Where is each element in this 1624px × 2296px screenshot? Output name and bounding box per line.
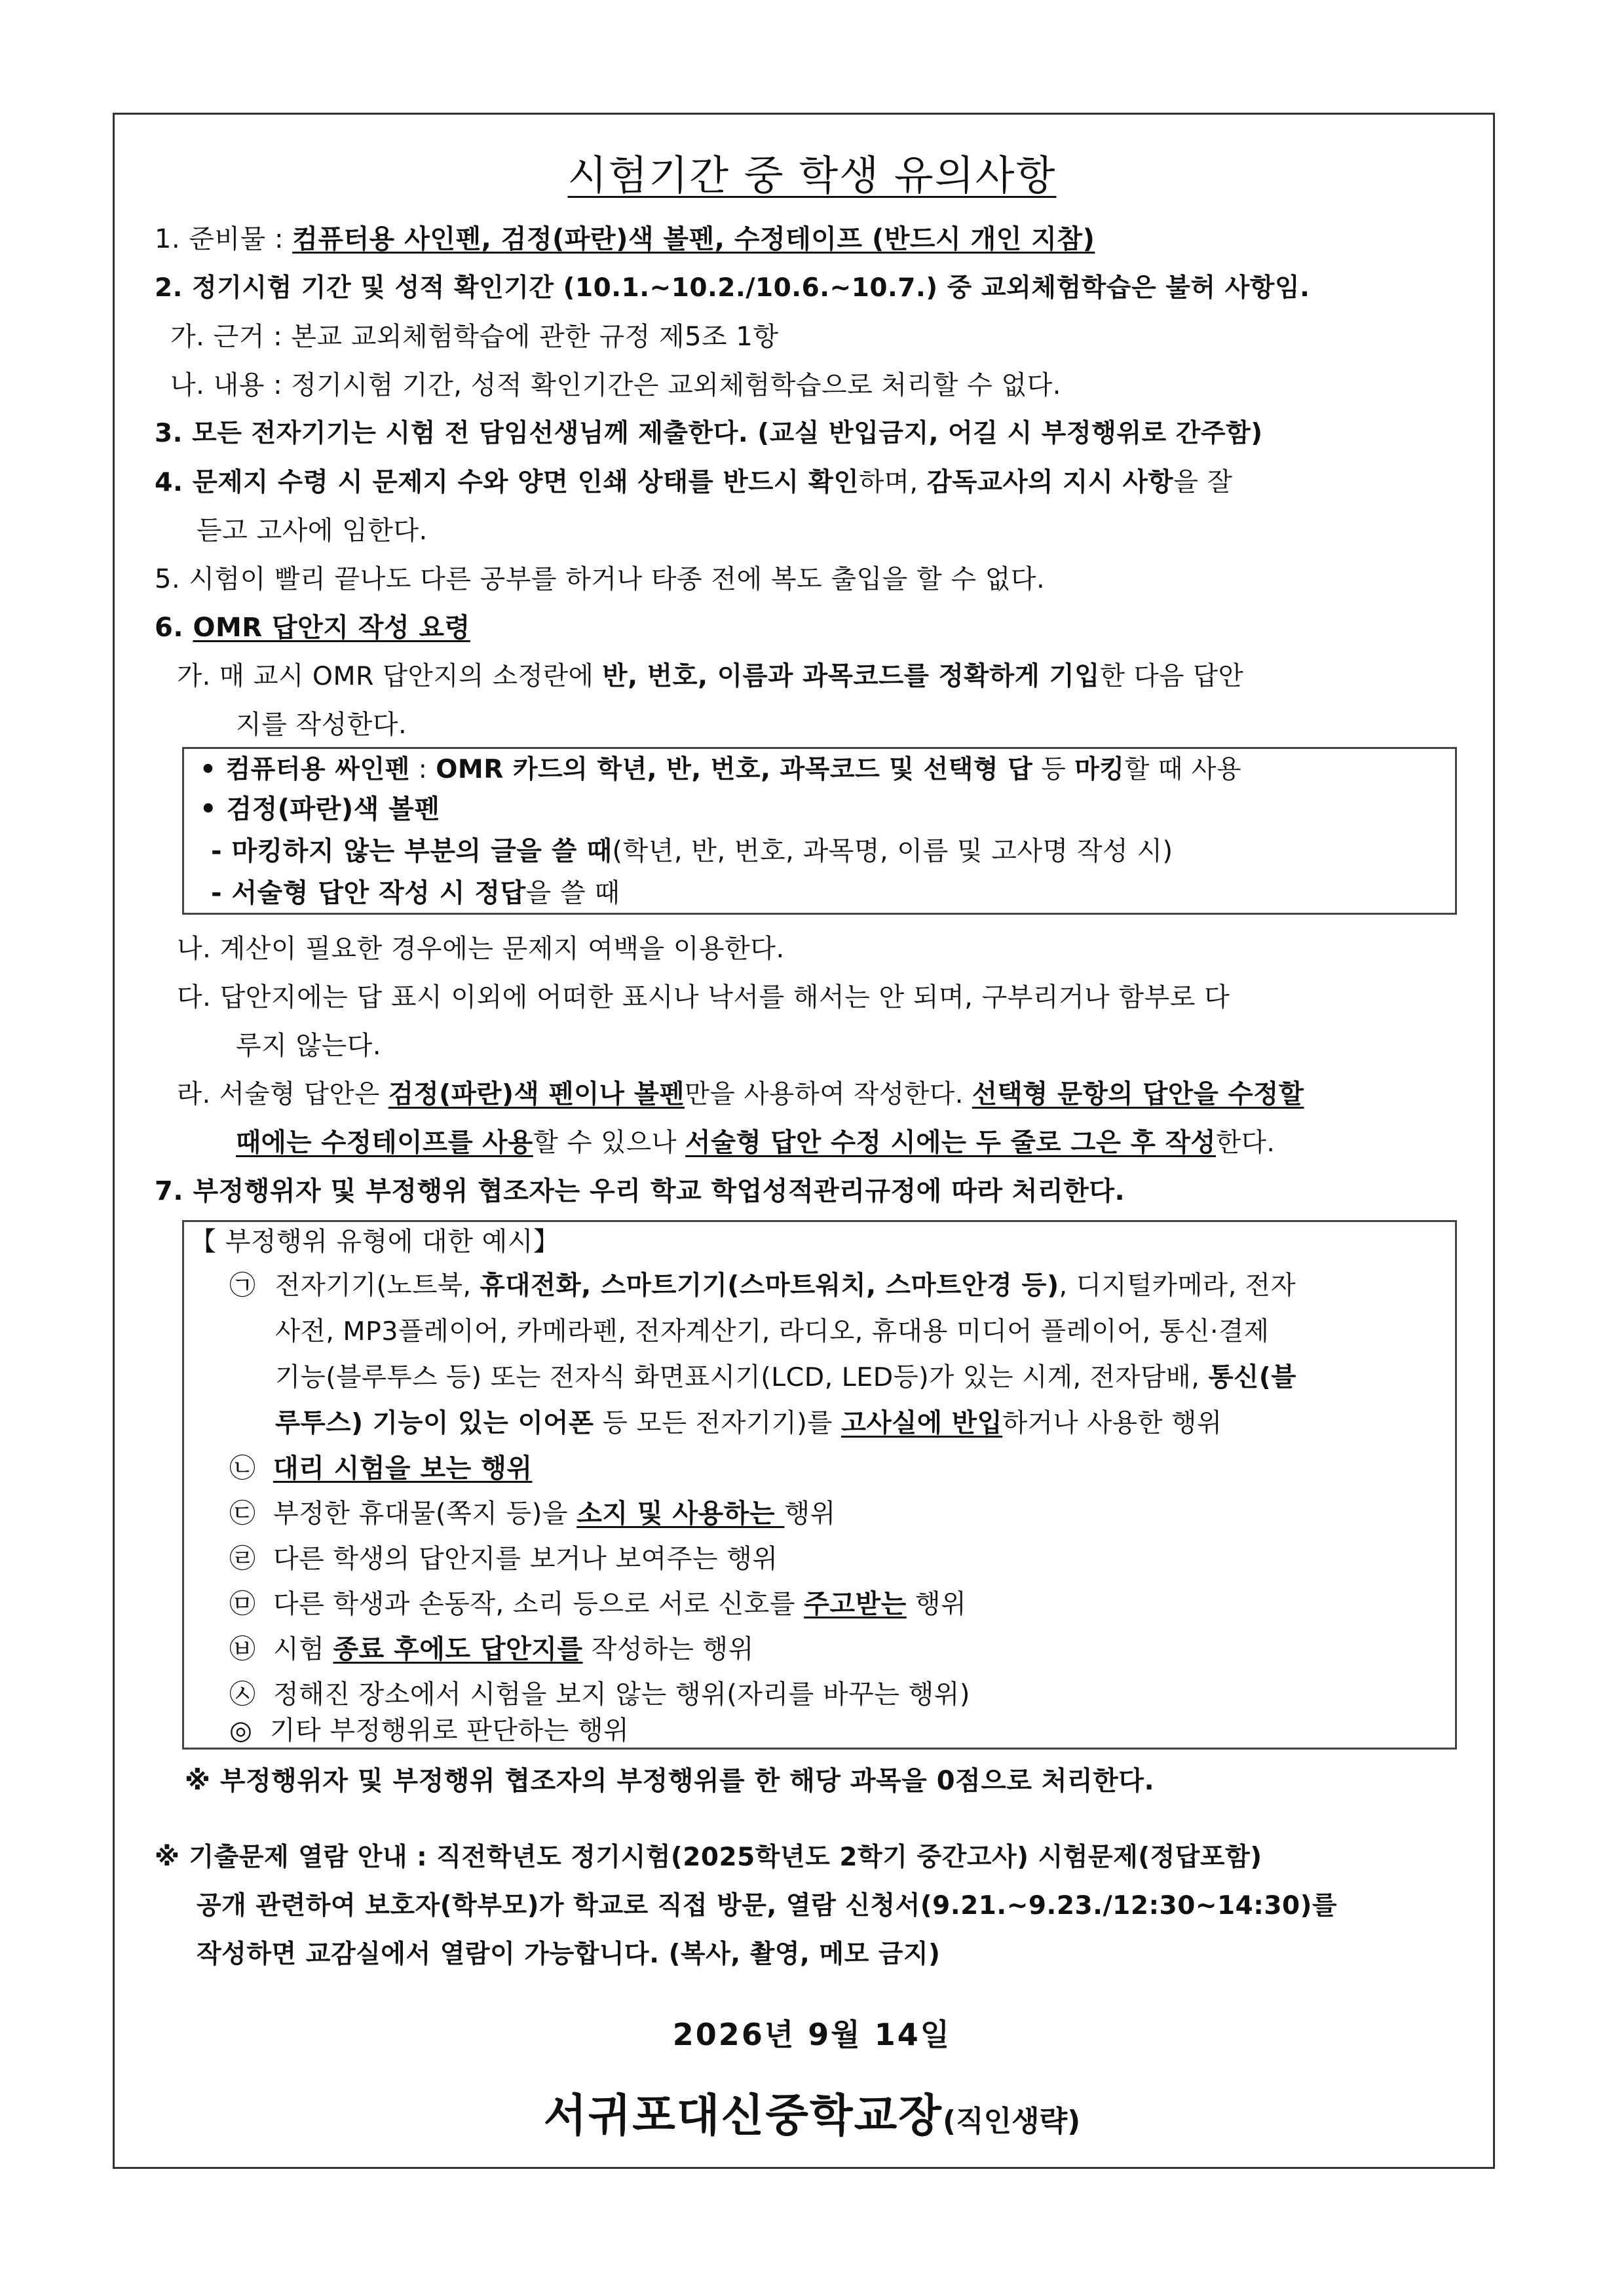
item-4-line-1: 4. 문제지 수령 시 문제지 수와 양면 인쇄 상태를 반드시 확인하며, 감독교사의 지시 사항을 잘: [155, 467, 1233, 497]
example-h: ◎ 기타 부정행위로 판단하는 행위: [229, 1715, 630, 1746]
item-6c-line-1: 다. 답안지에는 답 표시 이외에 어떠한 표시나 낙서를 해서는 안 되며, 구부리거나 함부로 다: [177, 982, 1230, 1012]
notice-line-3: 작성하면 교감실에서 열람이 가능합니다. (복사, 촬영, 메모 금지): [197, 1940, 941, 1969]
issue-date: 2026년 9월 14일: [672, 2017, 952, 2052]
item-6a-line-2: 지를 작성한다.: [236, 710, 407, 740]
item-4-line-2: 듣고 고사에 임한다.: [197, 516, 428, 546]
box2-header: 【 부정행위 유형에 대한 예시】: [190, 1227, 560, 1257]
example-a-line-3: 기능(블루투스 등) 또는 전자식 화면표시기(LCD, LED등)가 있는 시계, 전자담배, 통신(블: [275, 1362, 1296, 1392]
example-g: ㉦ 정해진 장소에서 시험을 보지 않는 행위(자리를 바꾸는 행위): [229, 1679, 971, 1710]
item-6c-line-2: 루지 않는다.: [236, 1031, 382, 1061]
example-f: ㉥ 시험 종료 후에도 답안지를 작성하는 행위: [229, 1634, 754, 1664]
example-e: ㉤ 다른 학생과 손동작, 소리 등으로 서로 신호를 주고받는 행위: [229, 1589, 967, 1619]
principal-signature: 서귀포대신중학교장(직인생략): [543, 2090, 1081, 2142]
example-a-line-2: 사전, MP3플레이어, 카메라펜, 전자계산기, 라디오, 휴대용 미디어 플레이어, 통신·결제: [275, 1316, 1270, 1347]
example-a-mark: ㉠: [229, 1271, 256, 1301]
item-3-devices: 3. 모든 전자기기는 시험 전 담임선생님께 제출한다. (교실 반입금지, 어길 시 부정행위로 간주함): [155, 419, 1263, 448]
box1-ballpen-row: • 검정(파란)색 볼펜: [200, 794, 440, 824]
item-6b-calculation: 나. 계산이 필요한 경우에는 문제지 여백을 이용한다.: [177, 934, 785, 964]
example-b: ㉡ 대리 시험을 보는 행위: [229, 1453, 533, 1483]
item-2-field-trip: 2. 정기시험 기간 및 성적 확인기간 (10.1.~10.2./10.6.~10.7.) 중 교외체험학습은 불허 사항임.: [155, 273, 1310, 303]
notice-line-2: 공개 관련하여 보호자(학부모)가 학교로 직접 방문, 열람 신청서(9.21.~9.23./12:30~14:30)를: [197, 1891, 1338, 1921]
item-6d-line-1: 라. 서술형 답안은 검정(파란)색 펜이나 볼펜만을 사용하여 작성한다. 선택형 문항의 답안을 수정할: [177, 1079, 1304, 1109]
example-d: ㉣ 다른 학생의 답안지를 보거나 보여주는 행위: [229, 1544, 778, 1574]
example-c: ㉢ 부정한 휴대물(쪽지 등)을 소지 및 사용하는 행위: [229, 1499, 836, 1529]
item-5-hallway: 5. 시험이 빨리 끝나도 다른 공부를 하거나 타종 전에 복도 출입을 할 수 없다.: [155, 564, 1046, 594]
box1-nonmarking-row: - 마킹하지 않는 부분의 글을 쓸 때(학년, 반, 번호, 과목명, 이름 및 고사명 작성 시): [211, 836, 1173, 866]
notice-line-1: ※ 기출문제 열람 안내 : 직전학년도 정기시험(2025학년도 2학기 중간고사) 시험문제(정답포함): [155, 1843, 1262, 1872]
item-6a-line-1: 가. 매 교시 OMR 답안지의 소정란에 반, 번호, 이름과 과목코드를 정확하게 기입한 다음 답안: [177, 661, 1244, 691]
item-7-cheating: 7. 부정행위자 및 부정행위 협조자는 우리 학교 학업성적관리규정에 따라 처리한다.: [155, 1176, 1125, 1206]
box1-signpen-row: • 컴퓨터용 싸인펜 : OMR 카드의 학년, 반, 번호, 과목코드 및 선택형 답 등 마킹할 때 사용: [200, 755, 1242, 784]
item-6d-line-2: 때에는 수정테이프를 사용할 수 있으나 서술형 답안 수정 시에는 두 줄로 그은 후 작성한다.: [236, 1128, 1275, 1158]
page-title: 시험기간 중 학생 유의사항: [567, 151, 1057, 199]
example-a-line-4: 루투스) 기능이 있는 이어폰 등 모든 전자기기)를 고사실에 반입하거나 사용한 행위: [275, 1408, 1222, 1438]
item-6-omr-heading: 6. OMR 답안지 작성 요령: [155, 613, 470, 643]
box1-essay-row: - 서술형 답안 작성 시 정답을 쓸 때: [211, 878, 620, 908]
zero-score-note: ※ 부정행위자 및 부정행위 협조자의 부정행위를 한 해당 과목을 0점으로 처리한다.: [185, 1766, 1155, 1796]
item-2-basis: 가. 근거 : 본교 교외체험학습에 관한 규정 제5조 1항: [170, 322, 779, 352]
example-a-line-1: 전자기기(노트북, 휴대전화, 스마트기기(스마트워치, 스마트안경 등), 디지털카메라, 전자: [275, 1271, 1296, 1301]
item-1-materials: 1. 준비물 : 컴퓨터용 사인펜, 검정(파란)색 볼펜, 수정테이프 (반드시 개인 지참): [155, 224, 1095, 254]
item-2-content: 나. 내용 : 정기시험 기간, 성적 확인기간은 교외체험학습으로 처리할 수 없다.: [170, 370, 1061, 400]
